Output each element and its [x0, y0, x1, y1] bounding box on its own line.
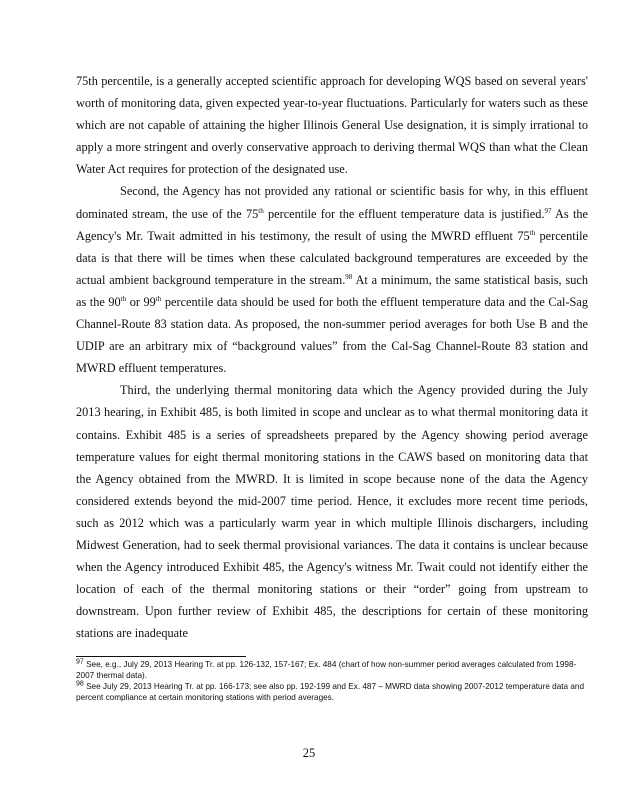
paragraph-2-text-g: percentile data should be used for both the effluent temperature data and the Cal-Sag Channel-Route 83 station data. As proposed, the non-summer period averages for both Use B and the UDIP are an arbitrary mix of “background values” from the Cal-Sag Channel-Route 83 station and MWRD effluent temperatures.: [76, 294, 588, 376]
paragraph-2-text-b: percentile for the effluent temperature data is justified.: [263, 206, 545, 221]
paragraph-1-text: 75th percentile, is a generally accepted scientific approach for developing WQS based on several years' worth of monitoring data, given expected year-to-year fluctuations. Particularly for waters such as these which are not capable of attaining the higher Illinois General Use designation, it is simply irrational to apply a more stringent and overly conservative approach to deriving thermal WQS than what the Clean Water Act requires for protection of the designated use.: [76, 74, 588, 177]
paragraph-2-text-c: As the Agency's Mr. Twait admitted in his testimony, the result of using the MWRD effluent 75: [76, 206, 588, 243]
paragraph-1: [76, 70, 588, 180]
superscript-th: th: [529, 228, 536, 237]
superscript-th: th: [258, 206, 264, 215]
footnote-97-text: See, e.g., July 29, 2013 Hearing Tr. at pp. 126-132, 157-167; Ex. 484 (chart of how non-summer period averages calculated from 1998-2007 thermal data).: [76, 660, 577, 680]
body-text: [76, 70, 588, 644]
paragraph-2: [76, 180, 588, 379]
footnote-separator: [76, 656, 246, 657]
paragraph-2-text-f: or 99: [126, 294, 156, 309]
paragraph-2-text-d: percentile data is that there will be times when these calculated background temperatures are exceeded by the actual ambient background temperature in the stream.: [76, 228, 588, 287]
footnote-98-number: 98: [76, 680, 84, 688]
paragraph-2-text-e: At a minimum, the same statistical basis, such as the 90: [76, 272, 588, 309]
paragraph-3-text: Third, the underlying thermal monitoring data which the Agency provided during the July 2013 hearing, in Exhibit 485, is both limited in scope and unclear as to what thermal monitoring data it contains. Exhibit 485 is a series of spreadsheets prepared by the Agency showing period average temperature values for eight thermal monitoring stations in the CAWS based on monitoring data that the Agency obtained from the MWRD. It is limited in scope because none of the data the Agency considered extends beyond the mid-2007 time period. Hence, it excludes more recent time periods, such as 2012 which was a particularly warm year in which multiple Illinois dischargers, including Midwest Generation, had to seek thermal provisional variances. The data it contains is unclear because when the Agency introduced Exhibit 485, the Agency's witness Mr. Twait could not identify either the location of each of the thermal monitoring stations or their “order” going from upstream to downstream. Upon further review of Exhibit 485, the descriptions for certain of these monitoring stations are inadequate: [76, 383, 588, 641]
footnote-ref-97[interactable]: 97: [544, 206, 552, 215]
superscript-th: th: [120, 294, 127, 303]
footnotes: [76, 660, 588, 704]
paragraph-2-text-a: Second, the Agency has not provided any rational or scientific basis for why, in this effluent dominated stream, the use of the 75: [76, 184, 588, 221]
footnote-98: [76, 682, 588, 703]
footnote-98-text: See July 29, 2013 Hearing Tr. at pp. 166-173; see also pp. 192-199 and Ex. 487 – MWRD data showing 2007-2012 temperature data and percent compliance at certain monitoring stations with period averages.: [76, 682, 585, 702]
footnote-ref-98[interactable]: 98: [345, 272, 353, 281]
paragraph-3: [76, 379, 588, 644]
footnote-97-number: 97: [76, 658, 84, 666]
footnote-97: [76, 660, 588, 681]
page-number: 25: [302, 746, 316, 760]
superscript-th: th: [155, 294, 162, 303]
